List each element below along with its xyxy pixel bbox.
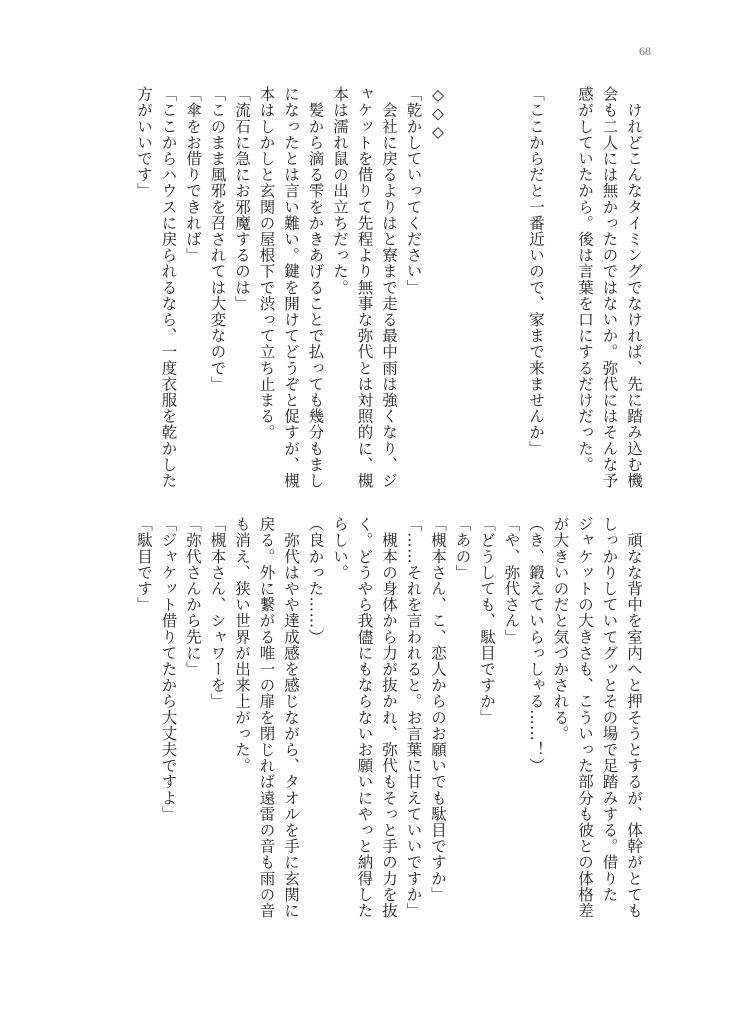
text-block-bottom: [132, 516, 647, 940]
text-line: 「傘をお借りできれば」: [184, 86, 202, 264]
text-line: [499, 86, 524, 494]
text-line: しっかりしていてグッとその場で足踏みする。借りた: [600, 516, 619, 903]
text-line: [548, 86, 573, 494]
text-line: ャケットを借りて先程より無事な弥代とは対照的に、槻: [355, 86, 374, 489]
text-line: [475, 86, 500, 494]
text-line: ジャケットの大きさも、こういった部分も彼との体格差: [576, 516, 594, 919]
text-line: 「ジャケット借りてたから大丈夫ですよ」: [159, 516, 178, 822]
text-line: 「乾かしていってください」: [404, 86, 423, 296]
text-line: 「このまま風邪を召されては大変なので」: [208, 86, 227, 392]
text-line: 髪から滴る雫をかきあげることで払っても幾分もまし: [306, 86, 325, 489]
text-line: になったとは言い難い。鍵を開けてどうぞと促すが、槻: [282, 86, 300, 489]
text-line: 会も二人には無かったのではないか。弥代にはそんな予: [600, 86, 619, 489]
text-line: 「流石に急にお邪魔するのは」: [233, 86, 251, 312]
text-line: けれどこんなタイミングでなければ、先に踏み込む機: [625, 86, 643, 489]
text-line: 「ここからハウスに戻られるなら、一度衣服を乾かした: [159, 86, 178, 489]
text-line: 「槻本さん、シャワーを」: [208, 516, 227, 710]
text-line: 「弥代さんから先に」: [184, 516, 202, 677]
text-line: 「どうしても、駄目ですか」: [478, 516, 496, 726]
text-line: 「……それを言われると。お言葉に甘えていいですか」: [404, 516, 423, 919]
text-line: らしい。: [331, 516, 349, 581]
text-line: 「ここからだと一番近いので、家まで来ませんか」: [527, 86, 545, 457]
text-line: 弥代はやや達成感を感じながら、タオルを手に玄関に: [282, 516, 300, 919]
text-line: ◇◇◇: [429, 86, 447, 142]
text-line: 方がいいです」: [135, 86, 153, 199]
text-line: が大きいのだと気づかされる。: [551, 516, 570, 742]
page-number: 68: [639, 44, 651, 58]
text-line: 会社に戻るよりはと寮まで走る最中雨は強くなり、ジ: [380, 86, 398, 489]
text-block-top: [132, 86, 647, 494]
text-line: 戻る。外に繋がる唯一の扉を閉じれば遠雷の音も雨の音: [257, 516, 276, 919]
text-line: 「あの」: [453, 516, 472, 581]
text-line: [450, 86, 475, 494]
text-line: （良かった……）: [306, 516, 325, 645]
text-line: （き、鍛えていらっしゃる……！）: [527, 516, 545, 774]
text-line: も消え、狭い世界が出来上がった。: [233, 516, 251, 774]
text-line: 頑なな背中を室内へと押そうとするが、体幹がとても: [625, 516, 643, 919]
text-line: 「や、弥代さん」: [502, 516, 521, 645]
text-line: く。どうやら我儘にもならないお願いにやっと納得した: [355, 516, 374, 919]
text-line: 「槻本さん、こ、恋人からのお願いでも駄目ですか」: [429, 516, 447, 903]
text-line: 槻本の身体から力が抜かれ、弥代もそっと手の力を抜: [380, 516, 398, 919]
text-line: 感がしていたから。後は言葉を口にするだけだった。: [576, 86, 594, 473]
text-line: 「駄目です」: [135, 516, 153, 613]
text-line: 本はしかしと玄関の屋根下で渋って立ち止まる。: [257, 86, 276, 441]
text-line: 本は濡れ鼠の出立ちだった。: [331, 86, 349, 296]
